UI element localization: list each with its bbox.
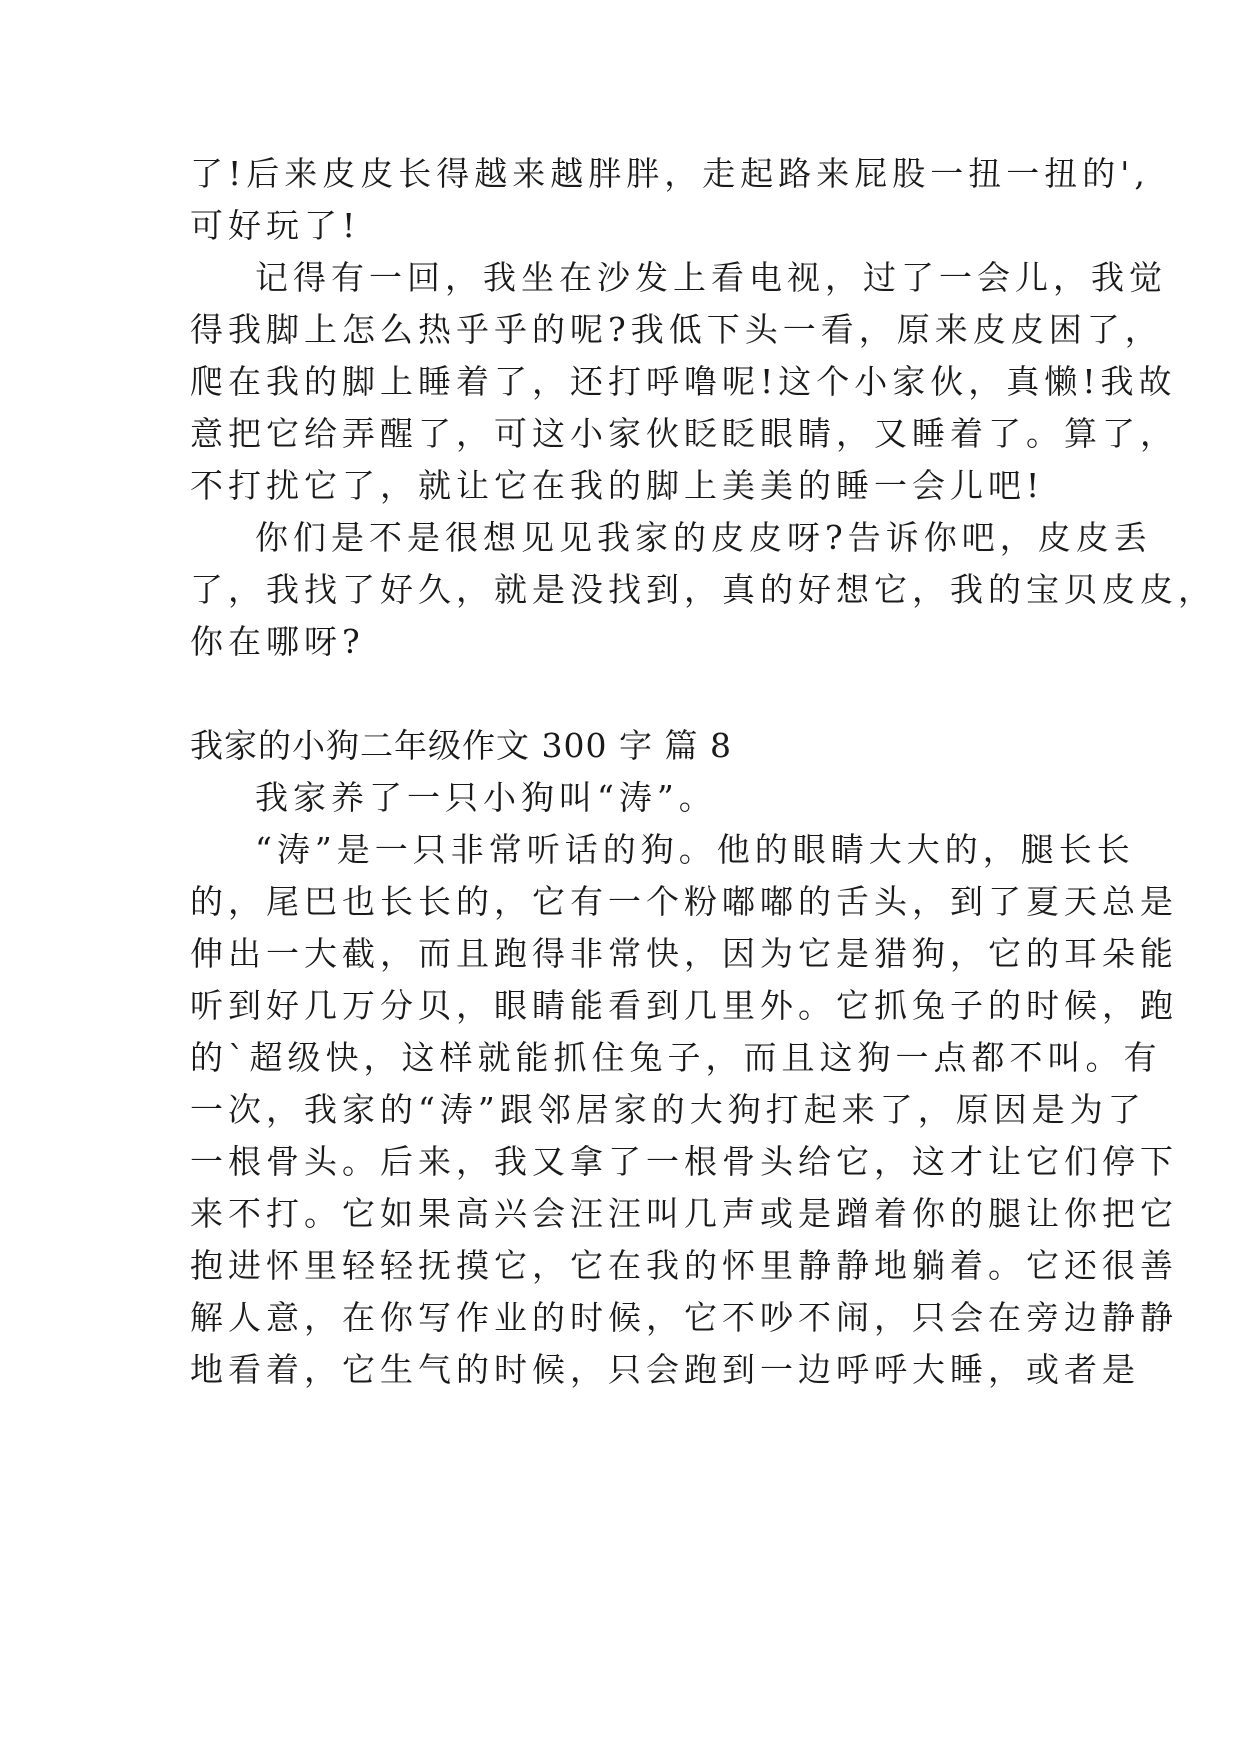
text-line: 听到好几万分贝，眼睛能看到几里外。它抓兔子的时候，跑	[190, 986, 1178, 1025]
text-line: 的`超级快，这样就能抓住兔子，而且这狗一点都不叫。有	[190, 1038, 1162, 1077]
text-line: 可好玩了!	[190, 206, 361, 245]
section-heading: 我家的小狗二年级作文 300 字 篇 8	[190, 726, 732, 765]
text-line: 一次，我家的“涛”跟邻居家的大狗打起来了，原因是为了	[190, 1090, 1146, 1129]
text-line: 爬在我的脚上睡着了，还打呼噜呢!这个小家伙，真懒!我故	[190, 362, 1177, 401]
text-line: 你们是不是很想见见我家的皮皮呀?告诉你吧，皮皮丢	[255, 518, 1152, 557]
text-line: 的，尾巴也长长的，它有一个粉嘟嘟的舌头，到了夏天总是	[190, 882, 1178, 921]
text-line: 一根骨头。后来，我又拿了一根骨头给它，这才让它们停下	[190, 1142, 1178, 1181]
text-line: 得我脚上怎么热乎乎的呢?我低下头一看，原来皮皮困了，	[190, 310, 1163, 349]
text-line: 了!后来皮皮长得越来越胖胖，走起路来屁股一扭一扭的',	[190, 154, 1150, 193]
text-line: 地看着，它生气的时候，只会跑到一边呼呼大睡，或者是	[190, 1350, 1140, 1389]
text-line: 不打扰它了，就让它在我的脚上美美的睡一会儿吧!	[190, 466, 1045, 505]
text-line: 了，我找了好久，就是没找到，真的好想它，我的宝贝皮皮，	[190, 570, 1216, 609]
text-line: “涛”是一只非常听话的狗。他的眼睛大大的，腿长长	[255, 830, 1135, 869]
text-line: 来不打。它如果高兴会汪汪叫几声或是蹭着你的腿让你把它	[190, 1194, 1178, 1233]
text-line: 抱进怀里轻轻抚摸它，它在我的怀里静静地躺着。它还很善	[190, 1246, 1178, 1285]
text-line: 意把它给弄醒了，可这小家伙眨眨眼睛，又睡着了。算了，	[190, 414, 1178, 453]
text-line: 你在哪呀?	[190, 622, 365, 661]
text-line: 记得有一回，我坐在沙发上看电视，过了一会儿，我觉	[255, 258, 1167, 297]
text-line: 解人意，在你写作业的时候，它不吵不闹，只会在旁边静静	[190, 1298, 1178, 1337]
text-line: 伸出一大截，而且跑得非常快，因为它是猎狗，它的耳朵能	[190, 934, 1178, 973]
text-line: 我家养了一只小狗叫“涛”。	[255, 778, 717, 817]
